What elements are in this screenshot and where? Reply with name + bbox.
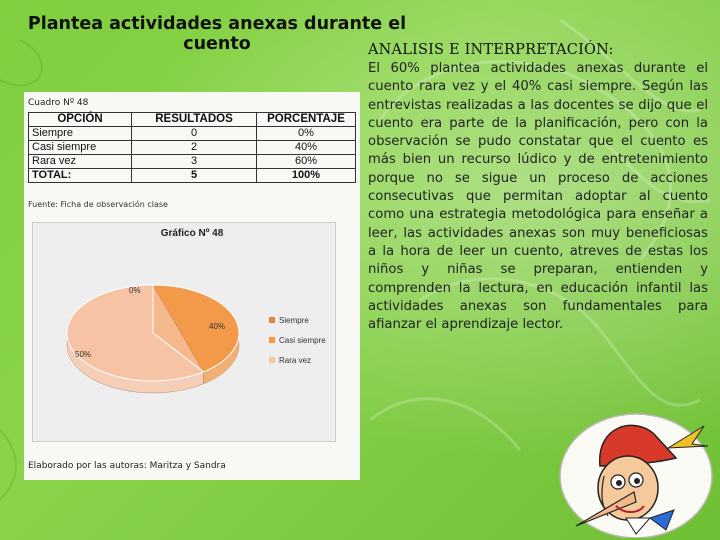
cell-percent: 60%	[257, 155, 356, 169]
cell-option: TOTAL:	[29, 169, 132, 183]
cell-result: 5	[132, 169, 257, 183]
results-table	[28, 112, 356, 183]
table-header-row	[29, 113, 356, 127]
cell-result: 2	[132, 141, 257, 155]
document-panel	[24, 92, 360, 480]
cell-percent: 0%	[257, 127, 356, 141]
pie-chart-panel	[32, 222, 336, 442]
legend-swatch-casi-siempre	[269, 337, 275, 343]
pie-data-label: 40%	[209, 322, 226, 331]
analysis-text: El 60% plantea actividades anexas durante el cuento rara vez y el 40% casi siempre. Según las entrevistas realizadas a las docentes se dijo que el cuento era parte de la planificación, pero con la observación se pudo constatar que el cuento es más bien un recurso lúdico y de entretenimiento porque no se sigue un proceso de acciones consecutivas que permitan adoptar al cuento como una estrategia metodológica para enseñar a leer, las actividades anexas son muy beneficiosas a la hora de leer un cuento, atreves de estas los niños y niñas se preparan, entienden y comprenden la lectura, en educación infantil las actividades anexas son fundamentales para afianzar el aprendizaje lector.	[368, 61, 708, 333]
legend-label-casi-siempre: Casi siempre	[279, 336, 326, 345]
cell-option: Casi siempre	[29, 141, 132, 155]
cell-result: 3	[132, 155, 257, 169]
cell-percent: 40%	[257, 141, 356, 155]
cell-percent: 100%	[257, 169, 356, 183]
pie-data-label: 0%	[129, 286, 141, 295]
header-opcion: OPCIÓN	[29, 113, 132, 127]
table-row-total	[29, 169, 356, 183]
cell-option: Rara vez	[29, 155, 132, 169]
table-row	[29, 155, 356, 169]
header-porcentaje: PORCENTAJE	[257, 113, 356, 127]
legend-swatch-siempre	[269, 317, 275, 323]
legend-label-siempre: Siempre	[279, 316, 309, 325]
analysis-title: ANALISIS E INTERPRETACIÓN:	[368, 42, 614, 58]
pie-data-label: 50%	[75, 350, 92, 359]
table-source: Fuente: Ficha de observación clase	[28, 200, 168, 209]
legend-swatch-rara-vez	[269, 357, 275, 363]
slide-title: Plantea actividades anexas durante el cuento	[27, 14, 407, 54]
chart-footnote: Elaborado por las autoras: Maritza y Sandra	[28, 461, 226, 471]
table-caption: Cuadro Nº 48	[28, 98, 89, 108]
pie-chart	[33, 223, 335, 441]
pinocchio-illustration	[556, 406, 716, 538]
header-resultados: RESULTADOS	[132, 113, 257, 127]
table-row	[29, 127, 356, 141]
cell-option: Siempre	[29, 127, 132, 141]
cell-result: 0	[132, 127, 257, 141]
chart-title: Gráfico Nº 48	[160, 228, 224, 239]
legend-label-rara-vez: Rara vez	[279, 356, 312, 365]
table-row	[29, 141, 356, 155]
